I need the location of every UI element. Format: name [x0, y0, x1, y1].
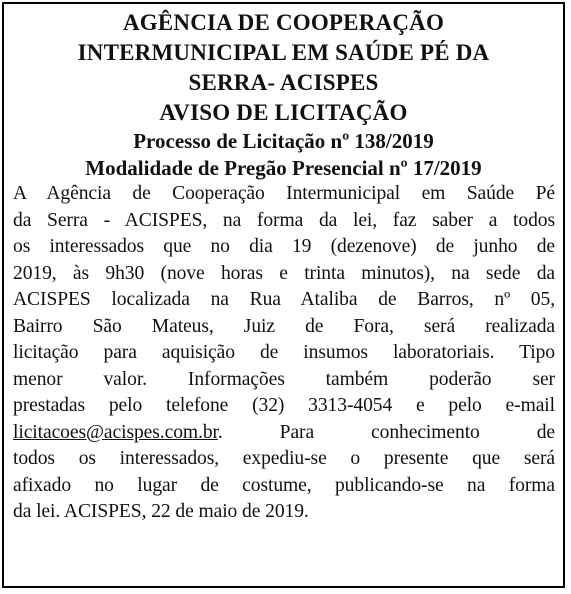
- agency-name-line-3: SERRA- ACISPES: [188, 70, 379, 95]
- body-line: ACISPES localizada na Rua Ataliba de Barros, nº 05,: [13, 289, 555, 310]
- body-line: 2019, às 9h30 (nove horas e trinta minutos), na sede da: [13, 262, 555, 284]
- agency-name-line-2: INTERMUNICIPAL EM SAÚDE PÉ DA: [77, 40, 490, 65]
- body-line: todos os interessados, expediu-se o presente que será: [13, 448, 555, 469]
- agency-name-line-1: AGÊNCIA DE COOPERAÇÃO: [122, 10, 445, 35]
- process-number: Processo de Licitação nº 138/2019: [133, 129, 434, 153]
- body-line: os interessados que no dia 19 (dezenove) de junho de: [13, 236, 555, 257]
- modality: Modalidade de Pregão Presencial nº 17/2019: [85, 155, 482, 180]
- body-line: da Serra - ACISPES, na forma da lei, faz saber a todos: [13, 209, 555, 231]
- licitation-notice: [2, 2, 565, 588]
- body-line: afixado no lugar de costume, publicando-se na forma: [13, 474, 555, 496]
- body-line: licitação para aquisição de insumos laboratoriais. Tipo: [13, 342, 555, 363]
- email-link[interactable]: licitacoes@acispes.com.br: [13, 421, 218, 443]
- body-line: prestadas pelo telefone (32) 3313-4054 e pelo e-mail: [13, 395, 555, 416]
- notice-title: AVISO DE LICITAÇÃO: [159, 100, 408, 125]
- body-line-tail: . Para conhecimento de: [217, 421, 555, 443]
- body-line: menor valor. Informações também poderão ser: [13, 368, 555, 390]
- body-line-closing: da lei. ACISPES, 22 de maio de 2019.: [13, 501, 309, 522]
- body-line: Bairro São Mateus, Juiz de Fora, será realizada: [13, 315, 555, 337]
- body-line-with-email: [4, 420, 563, 447]
- body-line: A Agência de Cooperação Intermunicipal em Saúde Pé: [13, 183, 555, 204]
